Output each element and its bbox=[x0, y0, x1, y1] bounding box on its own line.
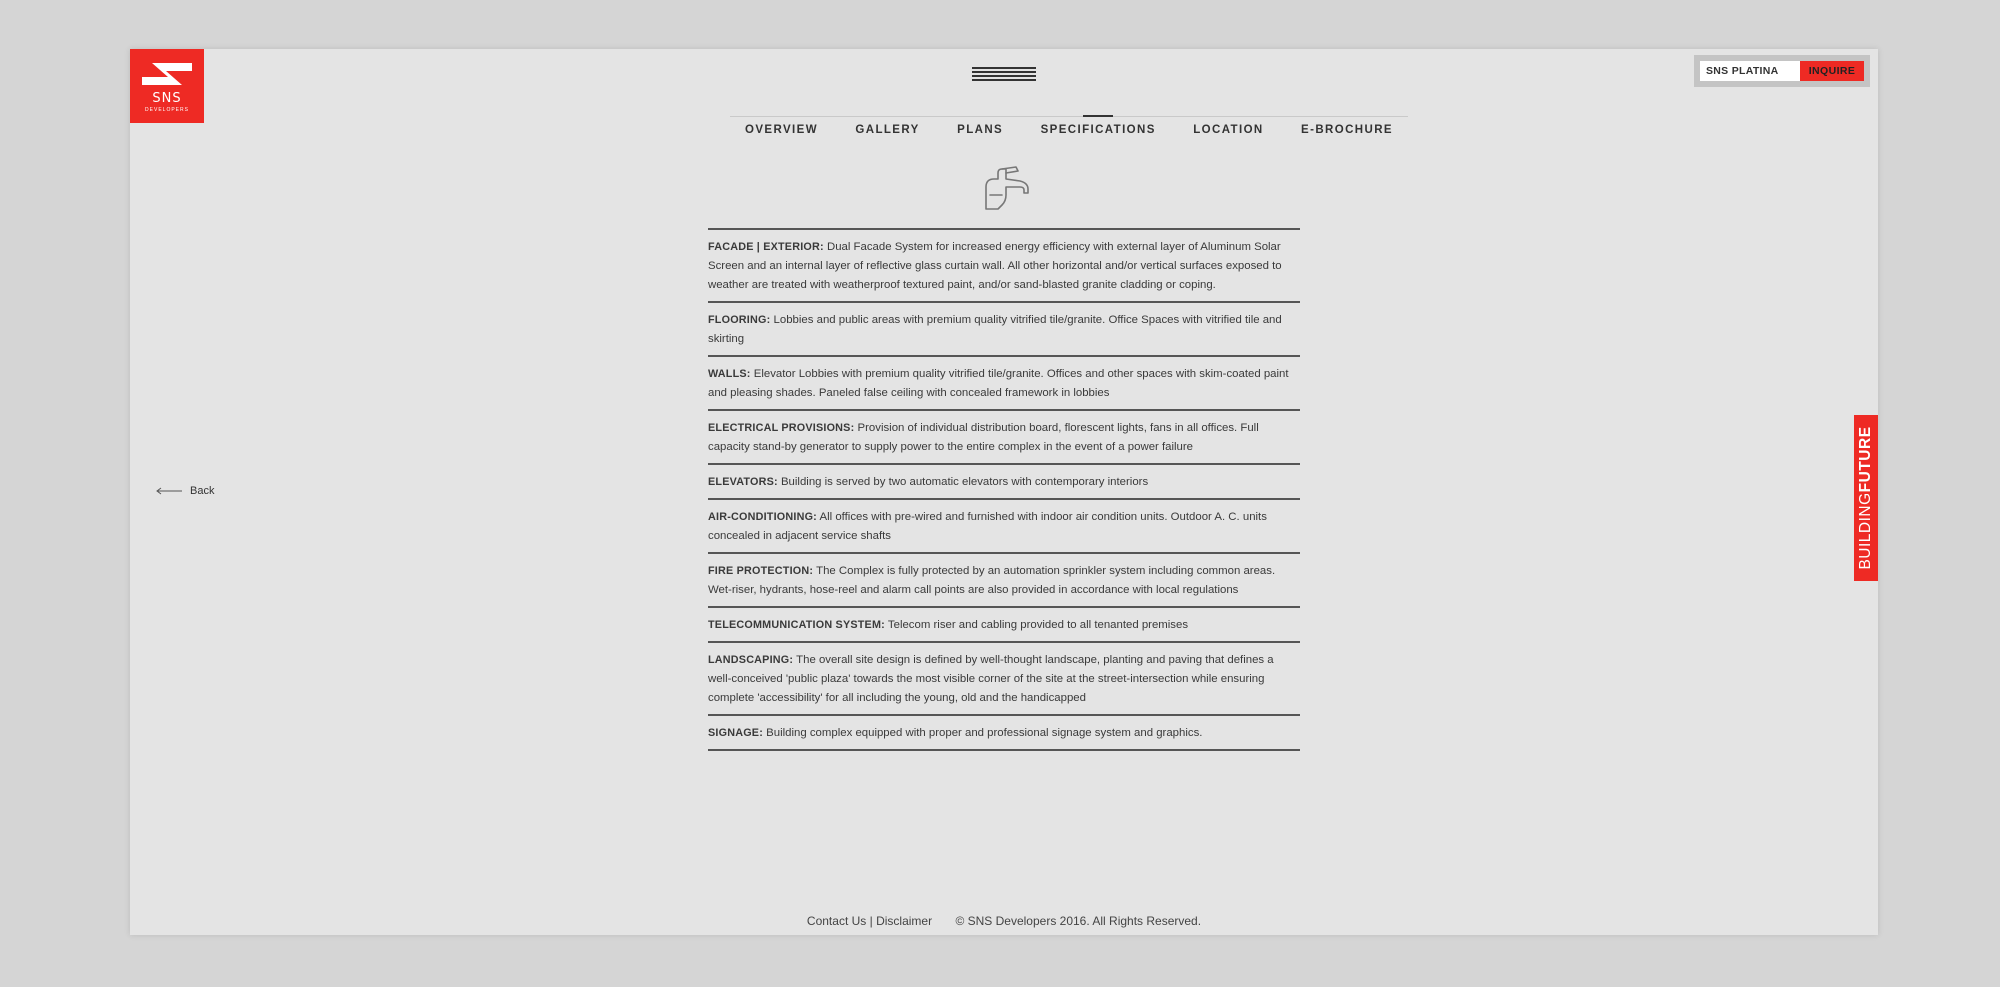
spec-text: Telecom riser and cabling provided to all tenanted premises bbox=[884, 619, 1189, 631]
spec-text: All offices with pre-wired and furnished with indoor air condition units. Outdoor A. C. units concealed in adjacent service shafts bbox=[708, 511, 1267, 542]
spec-label: FACADE | EXTERIOR: bbox=[708, 241, 824, 253]
faucet-icon bbox=[976, 165, 1032, 211]
page bbox=[130, 49, 1878, 935]
spec-item bbox=[708, 230, 1300, 303]
section-nav bbox=[730, 116, 1408, 136]
spec-label: WALLS: bbox=[708, 368, 751, 380]
logo-mark-icon bbox=[142, 63, 192, 85]
tab-location[interactable]: LOCATION bbox=[1193, 124, 1264, 136]
spec-text: Building complex equipped with proper and professional signage system and graphics. bbox=[763, 727, 1203, 739]
specifications-list bbox=[708, 228, 1300, 751]
spec-text: The overall site design is defined by well-thought landscape, planting and paving that defines a well-conceived 'public plaza' towards the most visible corner of the site at the street-intersection while ensuring complete 'accessibility' for all including the young, old and the handicapped bbox=[708, 654, 1274, 704]
badge-text-bold: FUTURE bbox=[1857, 426, 1874, 493]
copyright: © SNS Developers 2016. All Rights Reserved. bbox=[955, 914, 1202, 928]
spec-text: Lobbies and public areas with premium quality vitrified tile/granite. Office Spaces with vitrified tile and skirting bbox=[708, 314, 1282, 345]
spec-text: Building is served by two automatic elevators with contemporary interiors bbox=[777, 476, 1149, 488]
spec-label: FIRE PROTECTION: bbox=[708, 565, 814, 577]
spec-label: AIR-CONDITIONING: bbox=[708, 511, 817, 523]
spec-label: ELECTRICAL PROVISIONS: bbox=[708, 422, 855, 434]
footer bbox=[130, 914, 1878, 928]
spec-text: Elevator Lobbies with premium quality vitrified tile/granite. Offices and other spaces with skim-coated paint and pleasing shades. Paneled false ceiling with concealed framework in lobbies bbox=[708, 368, 1289, 399]
spec-label: FLOORING: bbox=[708, 314, 771, 326]
tab-plans[interactable]: PLANS bbox=[957, 124, 1004, 136]
spec-item bbox=[708, 716, 1300, 751]
tab-specifications[interactable]: SPECIFICATIONS bbox=[1041, 117, 1156, 136]
back-label: Back bbox=[190, 485, 215, 497]
spec-item bbox=[708, 500, 1300, 554]
spec-text: The Complex is fully protected by an automation sprinkler system including common areas. Wet-riser, hydrants, hose-reel and alarm call points are also provided in accordance with local regulations bbox=[708, 565, 1276, 596]
arrow-left-icon bbox=[156, 487, 182, 495]
spec-label: TELECOMMUNICATION SYSTEM: bbox=[708, 619, 885, 631]
spec-item bbox=[708, 608, 1300, 643]
spec-item bbox=[708, 465, 1300, 500]
spec-item bbox=[708, 411, 1300, 465]
tab-gallery[interactable]: GALLERY bbox=[855, 124, 920, 136]
spec-text: Provision of individual distribution board, florescent lights, fans in all offices. Full capacity stand-by generator to supply power to the entire complex in the event of a power failure bbox=[708, 422, 1259, 453]
inquire-button[interactable]: INQUIRE bbox=[1800, 61, 1864, 81]
spec-item bbox=[708, 643, 1300, 716]
disclaimer-link[interactable]: Disclaimer bbox=[876, 914, 933, 928]
project-name[interactable]: SNS PLATINA bbox=[1700, 61, 1800, 81]
spec-item bbox=[708, 303, 1300, 357]
tab-overview[interactable]: OVERVIEW bbox=[745, 124, 818, 136]
spec-item bbox=[708, 357, 1300, 411]
contact-link[interactable]: Contact Us bbox=[806, 914, 867, 928]
logo-text: SNS bbox=[152, 91, 182, 106]
project-inquire-box bbox=[1694, 55, 1870, 87]
building-future-badge[interactable] bbox=[1854, 415, 1878, 581]
back-link[interactable] bbox=[156, 485, 214, 497]
spec-label: SIGNAGE: bbox=[708, 727, 763, 739]
spec-item bbox=[708, 554, 1300, 608]
hamburger-menu-icon[interactable] bbox=[972, 67, 1036, 83]
sns-logo[interactable] bbox=[130, 49, 204, 123]
tab-e-brochure[interactable]: E-BROCHURE bbox=[1301, 124, 1393, 136]
badge-text-light: BUILDING bbox=[1857, 492, 1874, 570]
logo-subtext: DEVELOPERS bbox=[145, 107, 189, 113]
spec-label: LANDSCAPING: bbox=[708, 654, 794, 666]
spec-label: ELEVATORS: bbox=[708, 476, 778, 488]
spec-text: Dual Facade System for increased energy efficiency with external layer of Aluminum Solar Screen and an internal layer of reflective glass curtain wall. All other horizontal and/or vertical surfaces exposed to weather are treated with weatherproof textured paint, and/or sand-blasted granite cladding or coping. bbox=[708, 241, 1282, 291]
footer-separator: | bbox=[866, 914, 877, 928]
